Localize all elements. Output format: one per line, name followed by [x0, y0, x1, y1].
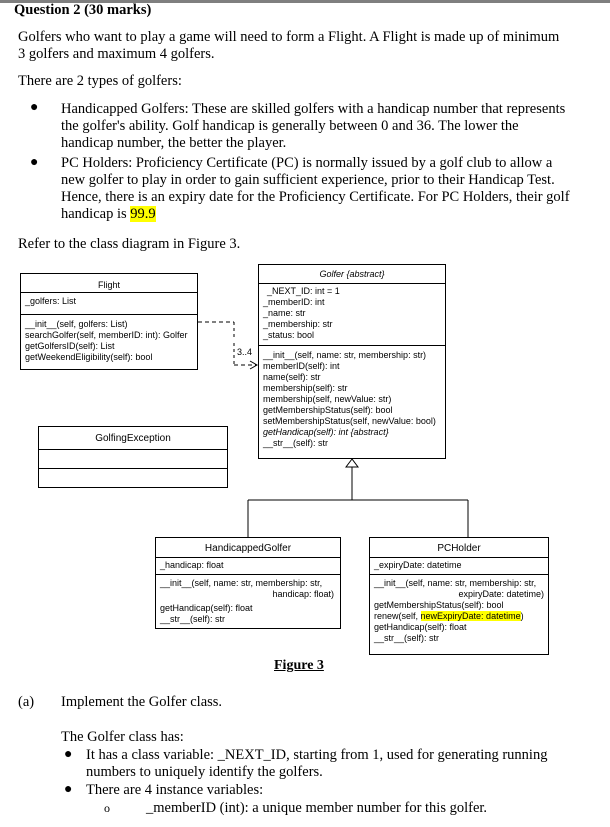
- part-a-sub-bullet: _memberID (int): a unique member number for this golfer.: [146, 800, 488, 816]
- attribute: _NEXT_ID: int = 1: [267, 286, 340, 296]
- class-name: GolfingException: [95, 433, 171, 444]
- sub-bullet-circle: o: [104, 801, 110, 815]
- class-golfer: [258, 264, 446, 459]
- inheritance-triangle: [346, 459, 358, 467]
- class-name: PCHolder: [437, 543, 481, 554]
- method: __init__(self, name: str, membership: str,: [160, 578, 323, 588]
- method: getHandicap(self): int {abstract}: [263, 427, 389, 437]
- class-golfing-exception: [38, 426, 228, 488]
- attribute: _memberID: int: [263, 297, 325, 307]
- method: __str__(self): str: [263, 438, 329, 448]
- class-handicapped-golfer: [155, 537, 341, 629]
- method: getMembershipStatus(self): bool: [263, 405, 393, 415]
- bullet-dot: ●: [64, 747, 73, 762]
- bullet2-line-4: handicap is 99.9: [61, 206, 156, 222]
- method: memberID(self): int: [263, 361, 340, 371]
- method: name(self): str: [263, 372, 321, 382]
- method: membership(self): str: [263, 383, 348, 393]
- method-renew: renew(self, newExpiryDate: datetime): [374, 611, 524, 621]
- class-name: Flight: [97, 280, 120, 290]
- attribute: _membership: str: [263, 319, 333, 329]
- part-a-task: Implement the Golfer class.: [61, 694, 223, 710]
- method: __str__(self): str: [160, 614, 226, 624]
- class-flight: [20, 273, 198, 370]
- bullet1-line-3: handicap number, the better the player.: [61, 135, 287, 151]
- question-title: Question 2 (30 marks): [14, 2, 152, 18]
- method: expiryDate: datetime): [458, 589, 544, 599]
- bullet-dot: ●: [64, 782, 73, 797]
- highlight-value: 99.9: [130, 206, 156, 222]
- bullet1-line-2: the golfer's ability. Golf handicap is generally between 0 and 36. The lower the: [61, 118, 519, 134]
- method: handicap: float): [272, 589, 334, 599]
- method: getHandicap(self): float: [374, 622, 467, 632]
- method: __init__(self, golfers: List): [25, 319, 128, 329]
- method: setMembershipStatus(self, newValue: bool): [263, 416, 436, 426]
- intro-line-2: 3 golfers and maximum 4 golfers.: [18, 46, 215, 62]
- method: __init__(self, name: str, membership: str,: [374, 578, 537, 588]
- figure-label: Figure 3: [274, 658, 324, 673]
- part-a-has: The Golfer class has:: [61, 729, 184, 745]
- method: searchGolfer(self, memberID: int): Golfer: [25, 330, 188, 340]
- method: getGolfersID(self): List: [25, 341, 115, 351]
- attribute: _expiryDate: datetime: [374, 560, 462, 570]
- bullet-dot: ●: [30, 100, 39, 115]
- class-pcholder: [369, 537, 549, 655]
- bullet2-line-1: PC Holders: Proficiency Certificate (PC) is normally issued by a golf club to allow a: [61, 155, 553, 171]
- method: getWeekendEligibility(self): bool: [25, 352, 153, 362]
- part-a-bullet-2: There are 4 instance variables:: [86, 782, 264, 798]
- types-intro: There are 2 types of golfers:: [18, 73, 182, 89]
- method: membership(self, newValue: str): [263, 394, 392, 404]
- method: getHandicap(self): float: [160, 603, 253, 613]
- part-a-bullet-1: It has a class variable: _NEXT_ID, starting from 1, used for generating running: [86, 747, 548, 763]
- attribute: _status: bool: [263, 330, 315, 340]
- attribute: _handicap: float: [160, 560, 224, 570]
- bullet1-line-1: Handicapped Golfers: These are skilled golfers with a handicap number that represents: [61, 101, 566, 117]
- class-name: Golfer {abstract}: [319, 269, 385, 279]
- attribute: _name: str: [263, 308, 306, 318]
- bullet-dot: ●: [30, 155, 39, 170]
- attribute: _golfers: List: [25, 296, 77, 306]
- bullet2-line-3: Hence, there is an expiry date for the Proficiency Certificate. For PC Holders, their golf: [61, 189, 570, 205]
- method: __init__(self, name: str, membership: str): [263, 350, 427, 360]
- part-a-bullet-1-cont: numbers to uniquely identify the golfers.: [86, 764, 323, 780]
- method: __str__(self): str: [374, 633, 440, 643]
- multiplicity-label: 3..4: [237, 347, 253, 357]
- bullet2-line-2: new golfer to play in order to gain sufficient experience, prior to their Handicap Test.: [61, 172, 555, 188]
- class-name: HandicappedGolfer: [204, 543, 292, 554]
- intro-line-1: Golfers who want to play a game will need to form a Flight. A Flight is made up of minimum: [18, 29, 560, 45]
- part-a-label: (a): [18, 694, 35, 710]
- refer-text: Refer to the class diagram in Figure 3.: [18, 236, 241, 252]
- method: getMembershipStatus(self): bool: [374, 600, 504, 610]
